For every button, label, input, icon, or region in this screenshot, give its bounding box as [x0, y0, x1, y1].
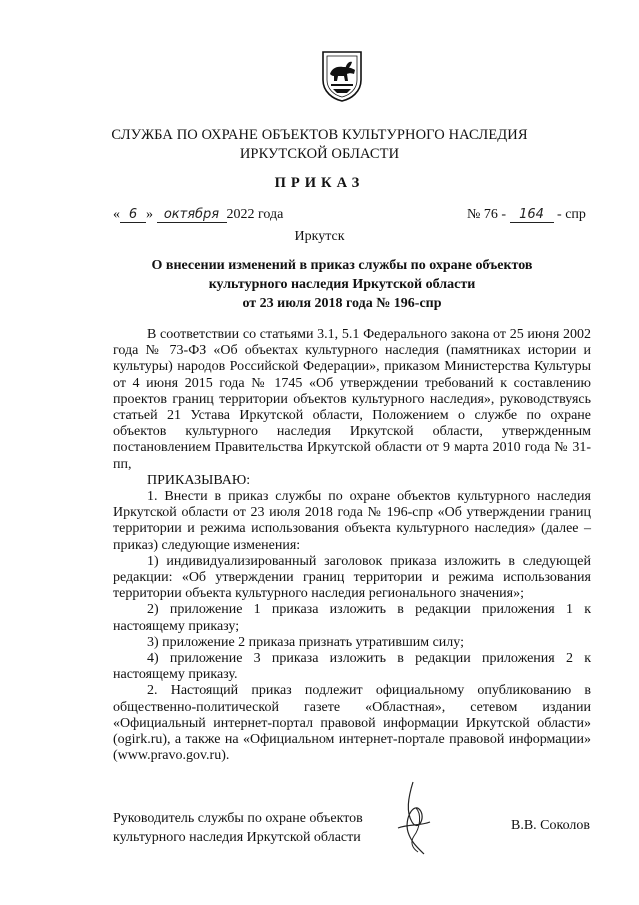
date-day: 6	[120, 208, 146, 223]
subclause-3: 3) приложение 2 приказа признать утратившим силу;	[147, 634, 464, 650]
handwritten-signature	[368, 778, 458, 858]
coat-of-arms-icon	[321, 50, 363, 102]
document-city: Иркутск	[294, 229, 345, 244]
signatory-position	[113, 809, 363, 847]
signatory-position-line1: Руководитель службы по охране объектов	[113, 811, 363, 826]
signatory-position-line2: культурного наследия Иркутской области	[113, 830, 361, 845]
subclause-4: 4) приложение 3 приказа изложить в редакции приложения 2 к настоящему приказу.	[113, 651, 591, 683]
subclause-2: 2) приложение 1 приказа изложить в редакции приложения 1 к настоящему приказу;	[113, 602, 591, 634]
document-date	[113, 207, 283, 223]
document-body	[113, 327, 591, 764]
clause-2: 2. Настоящий приказ подлежит официальному опубликованию в общественно-политической газете «Областная», сетевом издании «Официальный интернет-портал правовой информации Иркутской области» (ogirk.ru), а также на «Официальном интернет-портале правовой информации» (www.pravo.gov.ru).	[113, 683, 591, 764]
title-line3: от 23 июля 2018 года № 196-спр	[242, 296, 442, 311]
date-year: 2022 года	[226, 207, 284, 222]
title-line2: культурного наследия Иркутской области	[208, 277, 476, 292]
preamble-paragraph: В соответствии со статьями 3.1, 5.1 Федерального закона от 25 июня 2002 года № 73-ФЗ «Об объектах культурного наследия (памятниках истории и культуры) народов Российской Федерации», приказом Министерства Культуры от 4 июня 2015 года № 1745 «Об утверждении требований к составлению проектов границ территории объектов культурного наследия», руководствуясь статьей 21 Устава Иркутской области, Положением о службе по охране объектов культурного наследия Иркутской области, утвержденным постановлением Правительства Иркутской области от 9 марта 2010 года № 31-пп,	[113, 327, 591, 472]
number-suffix: - спр	[557, 207, 586, 222]
title-line1: О внесении изменений в приказ службы по охране объектов	[151, 258, 533, 273]
date-close-quote: »	[146, 207, 153, 222]
organization-name-line2: ИРКУТСКОЙ ОБЛАСТИ	[239, 146, 400, 162]
organization-name	[0, 126, 639, 164]
date-open-quote: «	[113, 207, 120, 222]
subclause-1: 1) индивидуализированный заголовок приказа изложить в следующей редакции: «Об утверждении границ территории и режима использования территории объекта культурного наследия регионального значения»;	[113, 553, 591, 602]
organization-name-line1: СЛУЖБА ПО ОХРАНЕ ОБЪЕКТОВ КУЛЬТУРНОГО НАСЛЕДИЯ	[111, 127, 528, 143]
signatory-name: В.В. Соколов	[511, 818, 591, 833]
date-month: октября	[157, 208, 227, 223]
document-type: ПРИКАЗ	[274, 175, 365, 191]
clause-1: 1. Внести в приказ службы по охране объектов культурного наследия Иркутской области от 23 июля 2018 года № 196-спр «Об утверждении границ территории и режима использования объекта культурного наследия» (далее – приказ) следующие изменения:	[113, 489, 591, 553]
number-prefix: № 76 -	[467, 207, 507, 222]
number-value: 164	[510, 208, 554, 223]
document-number	[467, 207, 586, 223]
order-word: ПРИКАЗЫВАЮ:	[147, 472, 251, 488]
document-title	[60, 256, 624, 313]
